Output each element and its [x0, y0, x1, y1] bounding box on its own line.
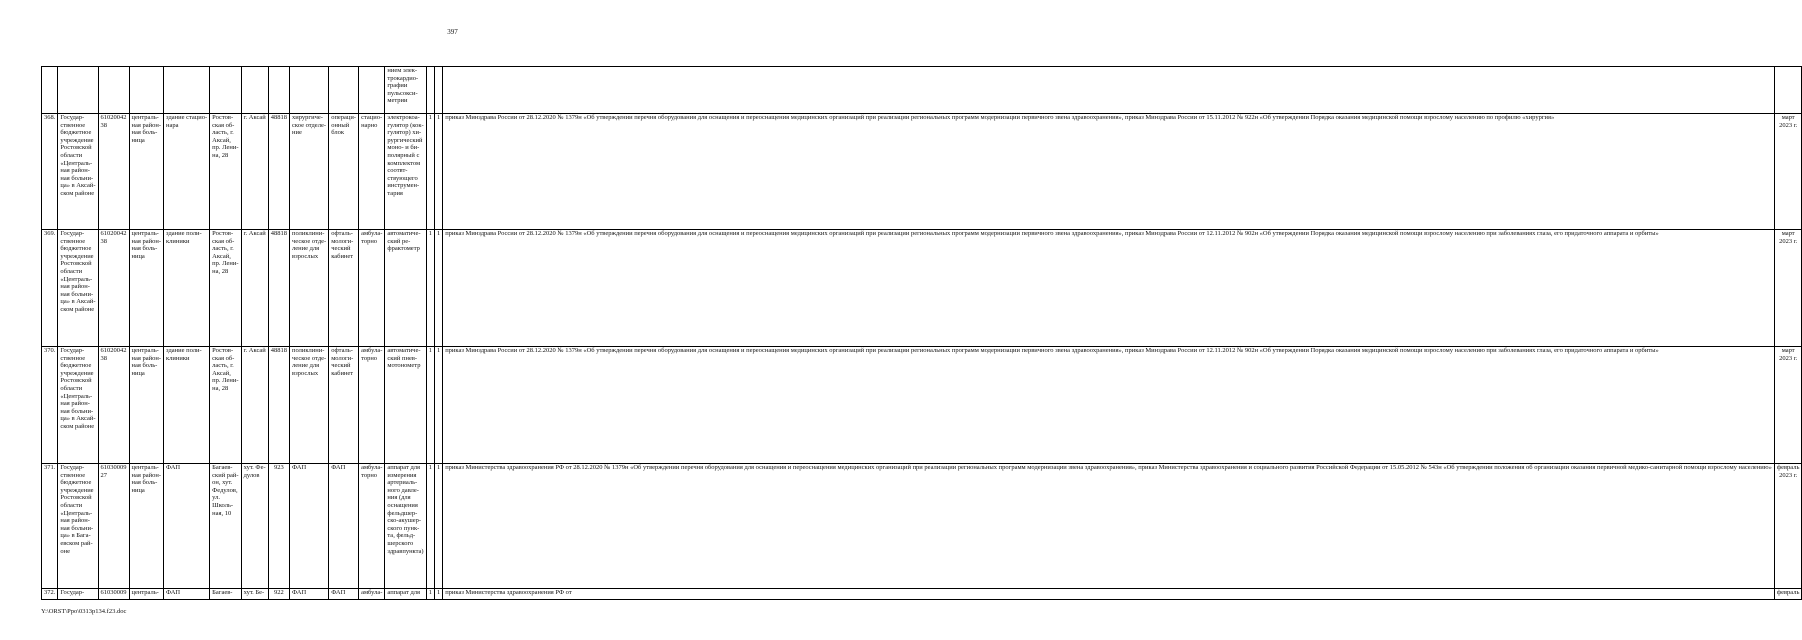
quantity-cell: 1: [434, 464, 442, 589]
department-cell: поликлини- ческое отде- ление для взрослых: [290, 230, 329, 347]
row-number: 368.: [42, 114, 58, 230]
row-number: 370.: [42, 347, 58, 464]
table-row-370: [42, 347, 1802, 464]
organization-cell: Государ- ственное бюджетное учреждение Ростовской области «Централь- ная район- ная больни- ца» в Аксай- ском районе: [58, 114, 98, 230]
equipment-cell: аппарат для: [385, 589, 426, 600]
address-cell: Ростов- ская об- ласть, г. Аксай, пр. Лени- на, 28: [210, 347, 241, 464]
department-cell: ФАП: [290, 464, 329, 589]
care-mode-cell: амбула- торно: [359, 464, 385, 589]
page-number: 397: [447, 28, 458, 36]
organization-cell: Государ- ственное бюджетное учреждение Ростовской области «Централь- ная район- ная больни- ца» в Аксай- ском районе: [58, 230, 98, 347]
date-cell: март 2023 г.: [1774, 114, 1802, 230]
locality-cell: хут. Бе-: [241, 589, 268, 600]
table-row-369: [42, 230, 1802, 347]
locality-cell: г. Аксай: [241, 230, 268, 347]
facility-name-cell: централь- ная район- ная боль- ница: [129, 230, 164, 347]
population-cell: 48818: [268, 230, 289, 347]
footer-file-path: Y:\ORST\Ppo\0313p134.f23.doc: [41, 608, 127, 615]
building-cell: здание стацио- нара: [164, 114, 210, 230]
equipment-cell: автоматиче- ский ре- фрактометр: [385, 230, 426, 347]
quantity-cell: 1: [434, 347, 442, 464]
date-cell: март 2023 г.: [1774, 230, 1802, 347]
address-cell: Ростов- ская об- ласть, г. Аксай, пр. Лени- на, 28: [210, 114, 241, 230]
date-cell: февраль 2023 г.: [1774, 464, 1802, 589]
building-cell: здание поли- клиники: [164, 347, 210, 464]
care-mode-cell: амбула- торно: [359, 347, 385, 464]
row-number: 371.: [42, 464, 58, 589]
code-cell: 61020042 38: [98, 230, 129, 347]
table-row-371: [42, 464, 1802, 589]
facility-name-cell: централь- ная район- ная боль- ница: [129, 347, 164, 464]
quantity-cell: 1: [434, 589, 442, 600]
equipment-cell: нием элек- трокардио- графии пульсокси- метрии: [385, 67, 426, 114]
population-cell: 922: [268, 589, 289, 600]
quantity-cell: 1: [426, 347, 434, 464]
organization-cell: Государ- ственное бюджетное учреждение Ростовской области «Централь- ная район- ная больни- ца» в Бага- евском рай- оне: [58, 464, 98, 589]
table-row-continuation: [42, 67, 1802, 114]
quantity-cell: 1: [426, 114, 434, 230]
date-cell: март 2023 г.: [1774, 347, 1802, 464]
locality-cell: г. Аксай: [241, 114, 268, 230]
building-cell: ФАП: [164, 589, 210, 600]
care-mode-cell: амбула- торно: [359, 230, 385, 347]
room-cell: офталь- мологи- ческий кабинет: [329, 230, 359, 347]
facility-name-cell: централь-: [129, 589, 164, 600]
table-row-372: [42, 589, 1802, 600]
care-mode-cell: амбула-: [359, 589, 385, 600]
row-number: 369.: [42, 230, 58, 347]
quantity-cell: 1: [434, 230, 442, 347]
regulation-cell: приказ Министерства здравоохранения РФ от 28.12.2020 № 1379н «Об утверждении перечня оборудования для оснащения и переоснащения медицинских организаций при реализации региональных программ модернизации звена здравоохранения», приказ Министерства здравоохранения и социального развития Российской Федерации от 15.05.2012 № 543н «Об утверждении положения об организации оказания первичной медико-санитарной помощи взрослому населению»: [443, 464, 1775, 589]
equipment-cell: аппарат для измерения артериаль- ного давле- ния (для оснащения фельдшер- ско-акушер- ского пунк- та, фельд- шерского здравпункта): [385, 464, 426, 589]
population-cell: 48818: [268, 347, 289, 464]
room-cell: офталь- мологи- ческий кабинет: [329, 347, 359, 464]
department-cell: поликлини- ческое отде- ление для взрослых: [290, 347, 329, 464]
code-cell: 61030009: [98, 589, 129, 600]
population-cell: 48818: [268, 114, 289, 230]
row-number: 372.: [42, 589, 58, 600]
room-cell: ФАП: [329, 464, 359, 589]
code-cell: 61020042 38: [98, 114, 129, 230]
quantity-cell: 1: [426, 589, 434, 600]
room-cell: ФАП: [329, 589, 359, 600]
address-cell: Багаев- ский рай- он, хут. Федулов, ул. Школь- ная, 10: [210, 464, 241, 589]
code-cell: 61030009 27: [98, 464, 129, 589]
equipment-cell: автоматиче- ский пнев- мотонометр: [385, 347, 426, 464]
building-cell: здание поли- клиники: [164, 230, 210, 347]
date-cell: февраль: [1774, 589, 1802, 600]
population-cell: 923: [268, 464, 289, 589]
organization-cell: Государ-: [58, 589, 98, 600]
code-cell: 61020042 38: [98, 347, 129, 464]
locality-cell: хут. Фе- дулов: [241, 464, 268, 589]
locality-cell: г. Аксай: [241, 347, 268, 464]
address-cell: Багаев-: [210, 589, 241, 600]
facility-name-cell: централь- ная район- ная боль- ница: [129, 464, 164, 589]
regulation-cell: приказ Минздрава России от 28.12.2020 № 1379н «Об утверждении перечня оборудования для оснащения и переоснащения медицинских организаций при реализации региональных программ модернизации первичного звена здравоохранения», приказ Минздрава России от 12.11.2012 № 902н «Об утверждении Порядка оказания медицинской помощи взрослому населению при заболеваниях глаза, его придаточного аппарата и орбиты»: [443, 230, 1775, 347]
room-cell: операци- онный блок: [329, 114, 359, 230]
quantity-cell: 1: [426, 230, 434, 347]
equipment-register-table: [41, 66, 1802, 600]
care-mode-cell: стацио- нарно: [359, 114, 385, 230]
department-cell: ФАП: [290, 589, 329, 600]
quantity-cell: 1: [426, 464, 434, 589]
equipment-cell: электрокоа- гулятор (кок- гулятор) хи- рургический моно- и би- полярный с комплектом соотвт- ствующего инструмен- тария: [385, 114, 426, 230]
regulation-cell: приказ Минздрава России от 28.12.2020 № 1379н «Об утверждении перечня оборудования для оснащения и переоснащения медицинских организаций при реализации региональных программ модернизации первичного звена здравоохранения», приказ Минздрава России от 12.11.2012 № 902н «Об утверждении Порядка оказания медицинской помощи взрослому населению при заболеваниях глаза, его придаточного аппарата и орбиты»: [443, 347, 1775, 464]
regulation-cell: приказ Минздрава России от 28.12.2020 № 1379н «Об утверждении перечня оборудования для оснащения и переоснащения медицинских организаций при реализации региональных программ модернизации первичного звена здравоохранения», приказ Минздрава России от 15.11.2012 № 922н «Об утверждении Порядка оказания медицинской помощи взрослому населению по профилю «хирургия»: [443, 114, 1775, 230]
table-row-368: [42, 114, 1802, 230]
quantity-cell: 1: [434, 114, 442, 230]
building-cell: ФАП: [164, 464, 210, 589]
organization-cell: Государ- ственное бюджетное учреждение Ростовской области «Централь- ная район- ная больни- ца» в Аксай- ском районе: [58, 347, 98, 464]
address-cell: Ростов- ская об- ласть, г. Аксай, пр. Лени- на, 28: [210, 230, 241, 347]
facility-name-cell: централь- ная район- ная боль- ница: [129, 114, 164, 230]
department-cell: хирургиче- ское отделе- ние: [290, 114, 329, 230]
regulation-cell: приказ Министерства здравоохранения РФ от: [443, 589, 1775, 600]
